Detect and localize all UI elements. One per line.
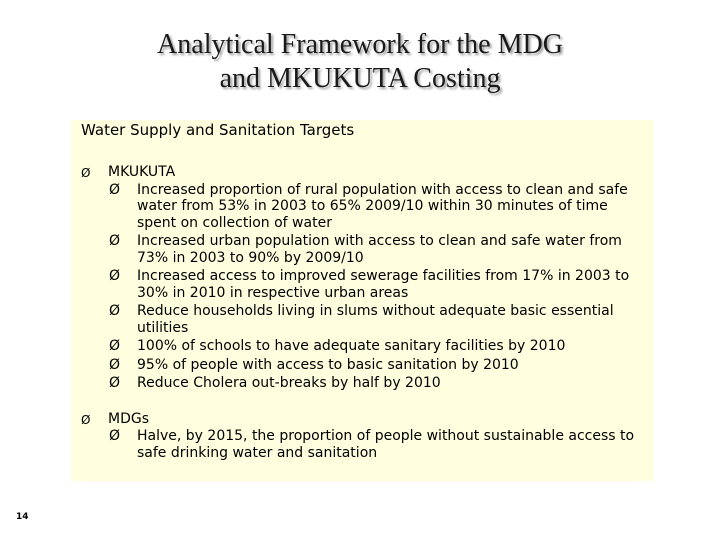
- group-label: MDGs: [108, 410, 150, 427]
- list-item-text: Increased proportion of rural population with access to clean and safe water from 53% in 2003 to 65% 2009/10 within 30 minutes of time spent on collection of water: [137, 181, 628, 231]
- list-item-text: Increased access to improved sewerage facilities from 17% in 2003 to 30% in 2010 in respective urban areas: [137, 268, 630, 301]
- list-item: [108, 375, 646, 392]
- slide-title-line-2: and MKUKUTA Costing: [219, 63, 501, 94]
- list-item: [108, 338, 646, 355]
- sub-list: [108, 182, 646, 392]
- arrow-bullet-icon: Ø: [109, 268, 121, 284]
- list-item-text: Increased urban population with access to clean and safe water from 73% in 2003 to 90% by 2009/10: [137, 233, 622, 266]
- list-item-text: Reduce Cholera out-breaks by half by 2010: [137, 375, 441, 391]
- list-item: [108, 182, 646, 232]
- list-item: [108, 303, 646, 336]
- slide-title: [0, 28, 720, 96]
- slide-number: 14: [16, 512, 29, 522]
- arrow-bullet-icon: Ø: [109, 181, 121, 198]
- arrow-bullet-icon: Ø: [109, 356, 121, 373]
- section-heading: Water Supply and Sanitation Targets: [81, 121, 355, 139]
- slide-title-line-1: Analytical Framework for the MDG: [157, 29, 563, 60]
- targets-list: [81, 164, 646, 463]
- group-mdgs: [81, 411, 646, 462]
- arrow-bullet-icon: Ø: [109, 338, 121, 354]
- list-item: [108, 233, 646, 266]
- list-item-text: Reduce households living in slums without adequate basic essential utilities: [137, 303, 614, 336]
- arrow-bullet-icon: Ø: [81, 166, 91, 180]
- list-item: [108, 428, 646, 461]
- group-label: MKUKUTA: [108, 164, 176, 180]
- arrow-bullet-icon: Ø: [109, 233, 121, 249]
- group-mkukuta: [81, 164, 646, 392]
- list-item: [108, 268, 646, 301]
- arrow-bullet-icon: Ø: [109, 375, 121, 391]
- arrow-bullet-icon: Ø: [109, 428, 121, 444]
- list-item-text: 100% of schools to have adequate sanitary facilities by 2010: [137, 338, 566, 354]
- sub-list: [108, 428, 646, 461]
- list-item-text: Halve, by 2015, the proportion of people without sustainable access to safe drinking water and sanitation: [137, 428, 635, 461]
- list-item-text: 95% of people with access to basic sanitation by 2010: [137, 356, 519, 373]
- arrow-bullet-icon: Ø: [81, 412, 91, 427]
- list-item: [108, 357, 646, 374]
- arrow-bullet-icon: Ø: [109, 303, 121, 319]
